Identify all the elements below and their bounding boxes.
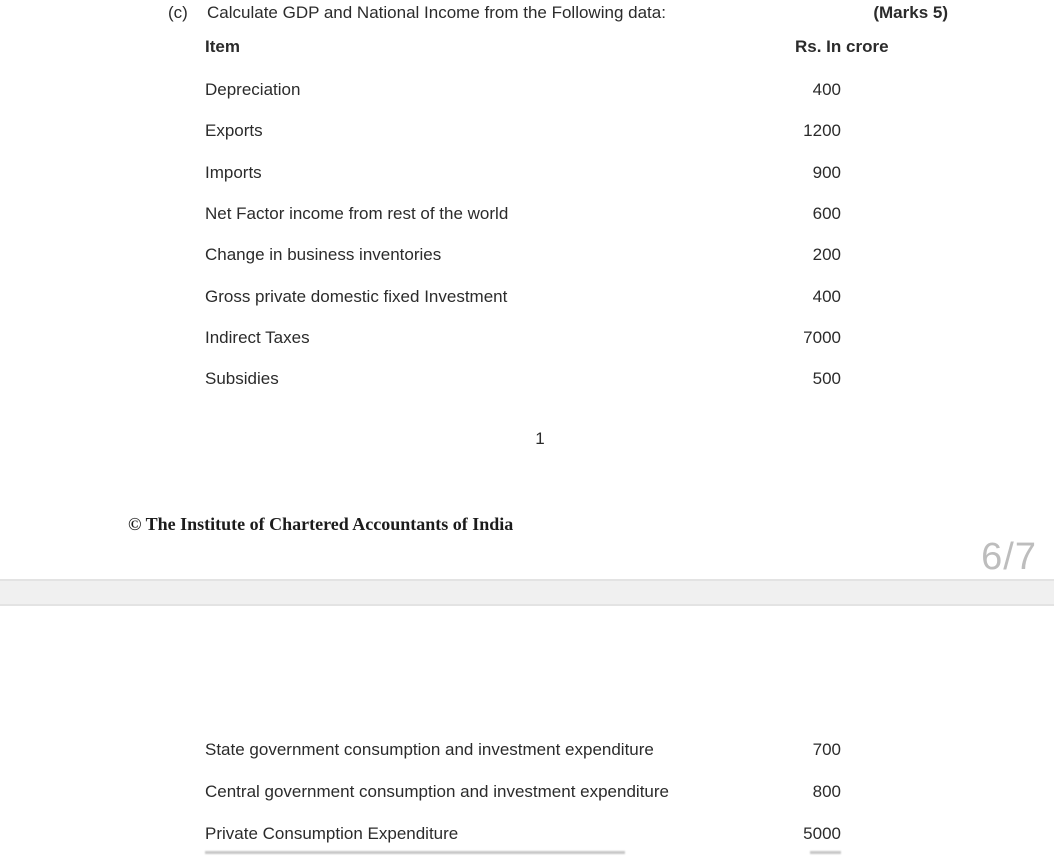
row-label: Exports [205, 121, 263, 141]
row-value: 800 [812, 782, 841, 801]
row-label: Net Factor income from rest of the world [205, 204, 509, 224]
row-value: 500 [812, 369, 841, 389]
table-row [205, 825, 841, 867]
table-row [205, 370, 841, 411]
row-label: Change in business inventories [205, 245, 442, 265]
row-value: 1200 [803, 121, 841, 141]
table-row [205, 246, 841, 287]
row-label: Depreciation [205, 80, 301, 99]
row-label: Indirect Taxes [205, 328, 310, 348]
gdp-data-table [205, 81, 841, 412]
expenditure-data-table [205, 741, 841, 867]
table-row [205, 164, 841, 205]
question-marks: (Marks 5) [873, 3, 948, 22]
row-value: 700 [812, 740, 841, 759]
table-row [205, 288, 841, 329]
row-value: 7000 [803, 328, 841, 348]
table-row [205, 329, 841, 370]
table-row [205, 81, 841, 122]
row-label: Imports [205, 162, 262, 182]
table-row [205, 205, 841, 246]
table-header-item: Item [205, 37, 240, 56]
row-label: Central government consumption and investment expenditure [205, 782, 669, 801]
pdf-page-indicator: 6/7 [981, 536, 1037, 578]
question-part-label: (c) [168, 3, 188, 22]
row-value: 5000 [803, 824, 841, 843]
question-text: Calculate GDP and National Income from the Following data: [207, 3, 666, 22]
table-header-value: Rs. In crore [795, 37, 889, 56]
row-value: 400 [812, 80, 841, 99]
row-value: 400 [812, 286, 841, 306]
row-label: Private Consumption Expenditure [205, 824, 459, 843]
table-row [205, 783, 841, 825]
table-row [205, 122, 841, 163]
row-value: 900 [812, 162, 841, 182]
row-value: 200 [812, 245, 841, 265]
row-label: State government consumption and investment expenditure [205, 740, 654, 759]
copyright-footer: © The Institute of Chartered Accountants of India [128, 514, 514, 534]
document-page-number: 1 [535, 429, 545, 448]
page-separator [0, 579, 1054, 606]
table-row [205, 741, 841, 783]
row-label: Subsidies [205, 369, 279, 389]
row-label: Gross private domestic fixed Investment [205, 286, 508, 306]
row-value: 600 [812, 204, 841, 224]
